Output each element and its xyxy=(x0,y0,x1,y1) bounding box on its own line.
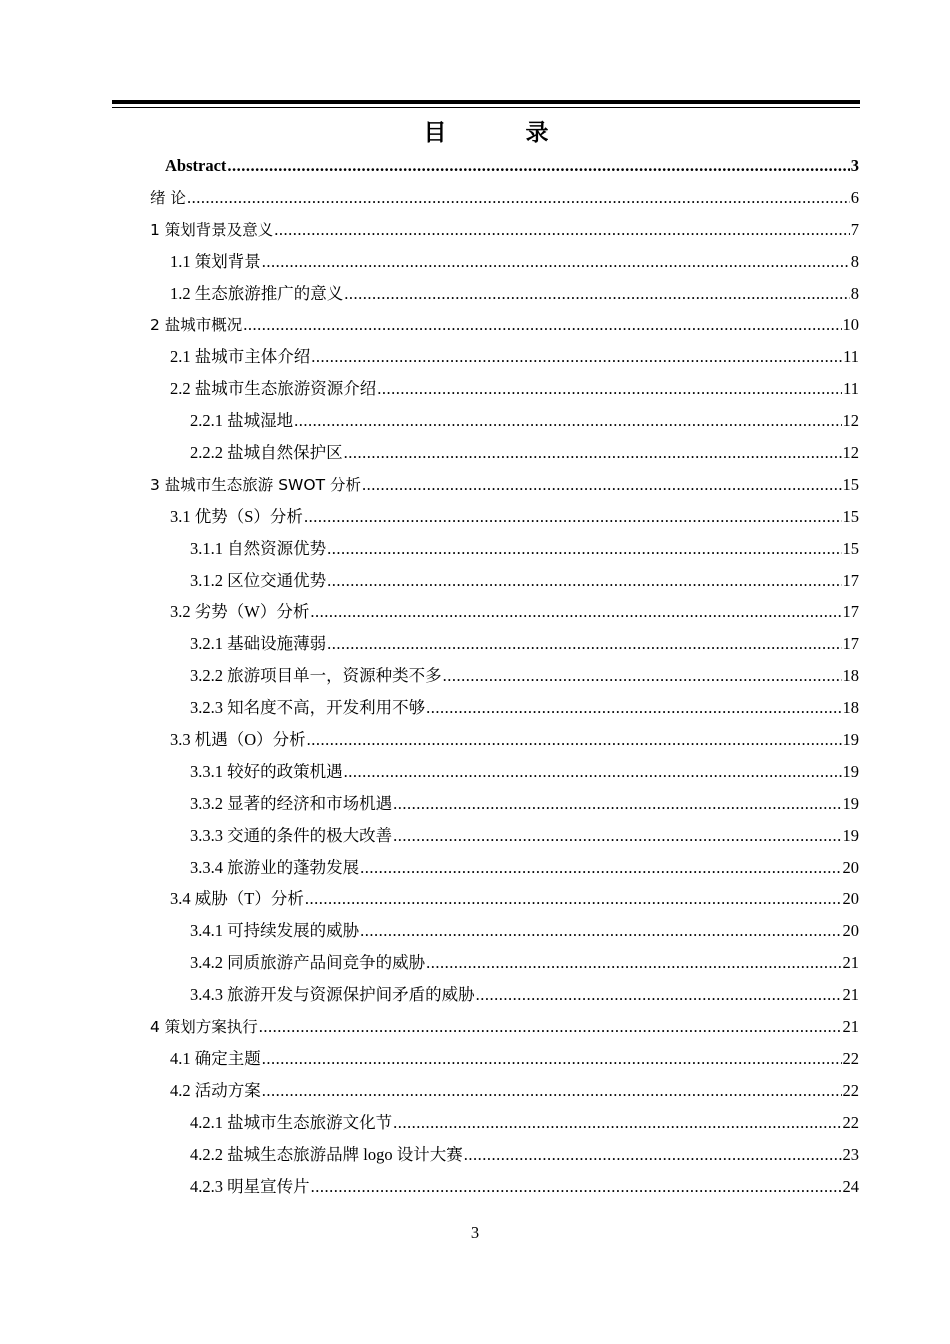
toc-entry[interactable] xyxy=(150,692,859,724)
toc-entry-page: 15 xyxy=(842,474,859,494)
toc-entry-page: 3 xyxy=(850,156,859,175)
toc-entry-title: 3 盐城市生态旅游 SWOT 分析 xyxy=(150,475,361,494)
toc-dot-leader xyxy=(262,1075,842,1107)
toc-entry-page: 23 xyxy=(842,1144,859,1164)
toc-entry-title: 3.2 劣势（W）分析 xyxy=(170,602,310,622)
toc-entry-page: 21 xyxy=(842,953,859,973)
toc-entry-page: 7 xyxy=(850,219,859,239)
toc-entry[interactable] xyxy=(150,596,859,628)
toc-entry[interactable] xyxy=(150,724,859,756)
toc-dot-leader xyxy=(393,820,841,852)
toc-dot-leader xyxy=(393,788,841,820)
toc-dot-leader xyxy=(360,915,841,947)
toc-dot-leader xyxy=(243,309,841,341)
toc-entry-title: 2 盐城市概况 xyxy=(150,316,243,335)
toc-entry-title: 4 策划方案执行 xyxy=(150,1018,258,1037)
toc-entry-title: 2.2 盐城市生态旅游资源介绍 xyxy=(170,379,377,399)
toc-dot-leader xyxy=(294,405,841,437)
toc-entry[interactable] xyxy=(150,373,859,405)
toc-entry-page: 12 xyxy=(842,411,859,431)
toc-entry-title: 4.2.3 明星宣传片 xyxy=(190,1176,310,1196)
toc-entry-title: 2.2.2 盐城自然保护区 xyxy=(190,443,343,463)
toc-entry[interactable] xyxy=(150,405,859,437)
toc-entry-title: 4.1 确定主题 xyxy=(170,1048,261,1068)
toc-entry[interactable] xyxy=(150,1171,859,1203)
toc-entry-title: 3.4.1 可持续发展的威胁 xyxy=(190,921,360,941)
toc-entry-title: 1.2 生态旅游推广的意义 xyxy=(170,283,344,303)
toc-entry-page: 24 xyxy=(842,1176,859,1196)
toc-entry[interactable] xyxy=(150,309,859,341)
toc-dot-leader xyxy=(362,469,842,501)
toc-dot-leader xyxy=(304,501,842,533)
toc-entry-title: 2.2.1 盐城湿地 xyxy=(190,411,294,431)
toc-entry-title: 3.4 威胁（T）分析 xyxy=(170,889,304,909)
toc-dot-leader xyxy=(259,1011,842,1043)
toc-entry-title: 3.2.3 知名度不高，开发利用不够 xyxy=(190,698,426,718)
toc-entry-title: 3.1.2 区位交通优势 xyxy=(190,570,327,590)
toc-dot-leader xyxy=(344,437,842,469)
toc-entry[interactable] xyxy=(150,278,859,310)
toc-entry-title: 3.3.1 较好的政策机遇 xyxy=(190,761,343,781)
toc-entry-page: 19 xyxy=(842,730,859,750)
toc-entry[interactable] xyxy=(150,341,859,373)
toc-dot-leader xyxy=(262,246,850,278)
toc-entry[interactable] xyxy=(150,756,859,788)
toc-entry-title: 3.3.3 交通的条件的极大改善 xyxy=(190,825,393,845)
toc-entry-page: 15 xyxy=(842,506,859,526)
toc-dot-leader xyxy=(307,724,842,756)
toc-dot-leader xyxy=(187,182,850,214)
toc-entry-page: 22 xyxy=(842,1112,859,1132)
toc-entry[interactable] xyxy=(150,150,859,182)
toc-dot-leader xyxy=(262,1043,842,1075)
toc-dot-leader xyxy=(443,660,842,692)
toc-entry[interactable] xyxy=(150,628,859,660)
toc-entry[interactable] xyxy=(150,565,859,597)
toc-entry-page: 15 xyxy=(842,538,859,558)
toc-entry-page: 19 xyxy=(842,793,859,813)
toc-dot-leader xyxy=(476,979,842,1011)
toc-entry-page: 8 xyxy=(850,283,859,303)
toc-dot-leader xyxy=(311,341,842,373)
toc-entry[interactable] xyxy=(150,788,859,820)
toc-entry-page: 17 xyxy=(842,570,859,590)
toc-entry[interactable] xyxy=(150,979,859,1011)
header-rule-thin xyxy=(112,107,860,108)
toc-entry-title: 绪 论 xyxy=(150,188,186,207)
toc-dot-leader xyxy=(393,1107,841,1139)
toc-dot-leader xyxy=(377,373,842,405)
toc-entry-title: 3.3 机遇（O）分析 xyxy=(170,730,306,750)
toc-entry-page: 20 xyxy=(842,857,859,877)
toc-entry-page: 20 xyxy=(842,921,859,941)
toc-entry[interactable] xyxy=(150,501,859,533)
toc-entry[interactable] xyxy=(150,1043,859,1075)
toc-entry[interactable] xyxy=(150,660,859,692)
toc-dot-leader xyxy=(464,1139,842,1171)
toc-entry-title: 3.1.1 自然资源优势 xyxy=(190,538,327,558)
toc-entry[interactable] xyxy=(150,246,859,278)
toc-dot-leader xyxy=(327,628,841,660)
toc-entry-page: 19 xyxy=(842,825,859,845)
toc-entry-title: 3.2.2 旅游项目单一，资源种类不多 xyxy=(190,666,442,686)
toc-entry[interactable] xyxy=(150,437,859,469)
table-of-contents xyxy=(150,150,859,1202)
toc-entry-page: 10 xyxy=(842,315,859,335)
toc-dot-leader xyxy=(360,852,841,884)
toc-dot-leader xyxy=(426,692,841,724)
toc-entry-page: 21 xyxy=(842,985,859,1005)
toc-entry-page: 20 xyxy=(842,889,859,909)
toc-entry-page: 11 xyxy=(843,347,859,367)
toc-dot-leader xyxy=(344,278,850,310)
toc-entry-page: 18 xyxy=(842,666,859,686)
toc-dot-leader xyxy=(311,1171,842,1203)
page-number: 3 xyxy=(470,1223,480,1242)
toc-entry-page: 18 xyxy=(842,698,859,718)
toc-entry[interactable] xyxy=(150,469,859,501)
toc-entry[interactable] xyxy=(150,1011,859,1043)
toc-entry-title: 3.1 优势（S）分析 xyxy=(170,506,303,526)
toc-entry[interactable] xyxy=(150,820,859,852)
toc-entry[interactable] xyxy=(150,1139,859,1171)
toc-dot-leader xyxy=(327,565,841,597)
toc-dot-leader xyxy=(227,150,849,182)
toc-entry-title: 3.4.3 旅游开发与资源保护间矛盾的威胁 xyxy=(190,985,475,1005)
toc-entry-title: 3.4.2 同质旅游产品间竞争的威胁 xyxy=(190,953,426,973)
toc-entry-page: 22 xyxy=(842,1080,859,1100)
toc-dot-leader xyxy=(274,214,849,246)
toc-entry[interactable] xyxy=(150,1075,859,1107)
toc-dot-leader xyxy=(426,947,841,979)
toc-entry-title: 4.2.2 盐城生态旅游品牌 logo 设计大赛 xyxy=(190,1144,463,1164)
toc-entry-title: 3.3.4 旅游业的蓬勃发展 xyxy=(190,857,360,877)
toc-entry-page: 17 xyxy=(842,602,859,622)
toc-entry-title: 4.2.1 盐城市生态旅游文化节 xyxy=(190,1112,393,1132)
toc-dot-leader xyxy=(344,756,842,788)
toc-entry-page: 22 xyxy=(842,1048,859,1068)
toc-title: 目 录 xyxy=(423,120,577,146)
toc-entry-title: 3.3.2 显著的经济和市场机遇 xyxy=(190,793,393,813)
toc-entry-title: 3.2.1 基础设施薄弱 xyxy=(190,634,327,654)
toc-entry-page: 17 xyxy=(842,634,859,654)
toc-entry-title: Abstract xyxy=(165,156,227,175)
toc-entry[interactable] xyxy=(150,182,859,214)
toc-entry-page: 6 xyxy=(850,187,859,207)
toc-entry-title: 4.2 活动方案 xyxy=(170,1080,261,1100)
toc-dot-leader xyxy=(305,883,842,915)
header-rule-thick xyxy=(112,100,860,104)
toc-dot-leader xyxy=(310,596,841,628)
toc-entry[interactable] xyxy=(150,1107,859,1139)
toc-entry-page: 19 xyxy=(842,761,859,781)
toc-entry-title: 2.1 盐城市主体介绍 xyxy=(170,347,311,367)
toc-entry-page: 12 xyxy=(842,443,859,463)
toc-entry[interactable] xyxy=(150,947,859,979)
toc-entry[interactable] xyxy=(150,852,859,884)
toc-entry-page: 21 xyxy=(842,1017,859,1037)
toc-entry-page: 8 xyxy=(850,251,859,271)
toc-entry[interactable] xyxy=(150,533,859,565)
toc-entry-title: 1.1 策划背景 xyxy=(170,251,261,271)
toc-entry-title: 1 策划背景及意义 xyxy=(150,220,274,239)
toc-dot-leader xyxy=(327,533,841,565)
toc-entry[interactable] xyxy=(150,915,859,947)
toc-entry[interactable] xyxy=(150,883,859,915)
toc-entry-page: 11 xyxy=(843,379,859,399)
toc-entry[interactable] xyxy=(150,214,859,246)
